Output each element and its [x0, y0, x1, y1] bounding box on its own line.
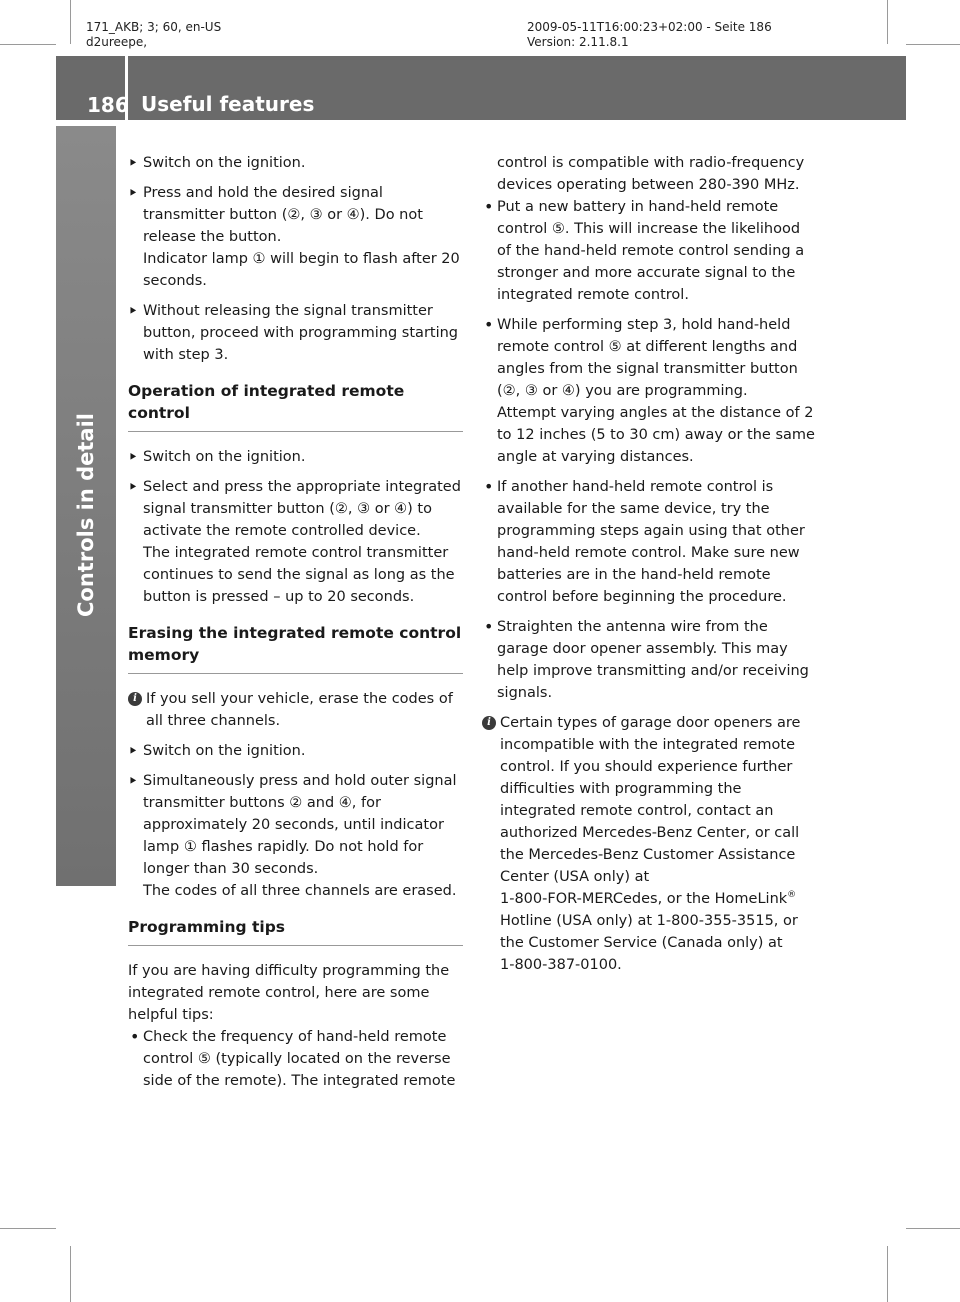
crop-mark [906, 44, 960, 45]
step-item [128, 182, 463, 292]
step-text: Switch on the ignition. [143, 155, 306, 171]
left-column [128, 152, 463, 1100]
step-item [128, 300, 463, 366]
bullet-icon: • [484, 617, 494, 636]
meta-left-line1: 171_AKB; 3; 60, en-US [86, 20, 222, 34]
tips-intro: If you are having difficulty programming the integrated remote control, here are some helpful tips: [128, 963, 450, 1023]
tip-continuation: control is compatible with radio-frequency devices operating between 280-390 MHz. [497, 155, 805, 193]
step-text: Press and hold the desired signal transmitter button (②, ③ or ④). Do not release the button. Indicator lamp ① will begin to flash after 20 seconds. [143, 185, 460, 289]
heading-operation: Operation of integrated remote control [128, 380, 463, 432]
info-text-b: Hotline (USA only) at 1-800-355-3515, or the Customer Service (Canada only) at 1-800-387-0100. [500, 913, 798, 973]
meta-right-line1: 2009-05-11T16:00:23+02:00 - Seite 186 [527, 20, 772, 34]
tip-item [128, 1026, 463, 1092]
tip-text: Check the frequency of hand-held remote control ⑤ (typically located on the reverse side of the remote). The integrated remote [143, 1029, 456, 1089]
tip-item [482, 616, 817, 704]
crop-mark [70, 1246, 71, 1302]
step-item [128, 446, 463, 468]
arrow-right-icon: ⯈ [128, 304, 138, 318]
tip-item [482, 476, 817, 608]
arrow-right-icon: ⯈ [128, 480, 138, 494]
info-text: If you sell your vehicle, erase the codes of all three channels. [146, 691, 453, 729]
crop-mark [906, 1228, 960, 1229]
info-text [500, 712, 817, 976]
side-tab-label: Controls in detail [74, 413, 98, 617]
crop-mark [0, 1228, 56, 1229]
step-item [128, 476, 463, 608]
tip-text: If another hand-held remote control is available for the same device, try the programming steps again using that other hand-held remote control. Make sure new batteries are in the hand-held remote control before beginning the procedure. [497, 479, 805, 605]
crop-mark [887, 1246, 888, 1302]
crop-mark [70, 0, 71, 44]
info-icon: i [482, 716, 496, 730]
info-note [128, 688, 463, 732]
heading-tips: Programming tips [128, 916, 463, 946]
arrow-right-icon: ⯈ [128, 744, 138, 758]
registered-mark: ® [787, 890, 797, 901]
step-text: Switch on the ignition. [143, 743, 306, 759]
step-text: Without releasing the signal transmitter button, proceed with programming starting with step 3. [143, 303, 459, 363]
info-icon: i [128, 692, 142, 706]
step-text: Simultaneously press and hold outer signal transmitter buttons ② and ④, for approximately 20 seconds, until indicator lamp ① flashes rapidly. Do not hold for longer than 30 seconds. The codes of all three channels are erased. [143, 773, 457, 899]
section-title: Useful features [141, 92, 315, 116]
step-item [128, 740, 463, 762]
info-note [482, 712, 817, 976]
info-text-a: Certain types of garage door openers are incompatible with the integrated remote control. If you should experience further difficulties with programming the integrated remote control, contact an authorized Mercedes-Benz Center, or call the Mercedes-Benz Customer Assistance Center (USA only) at 1-800-FOR-MERCedes, or the HomeLink [500, 715, 801, 907]
bullet-icon: • [484, 315, 494, 334]
step-text: Select and press the appropriate integrated signal transmitter button (②, ③ or ④) to activate the remote controlled device. The integrated remote control transmitter continues to send the signal as long as the button is pressed – up to 20 seconds. [143, 479, 461, 605]
meta-right [527, 20, 772, 50]
step-text: Switch on the ignition. [143, 449, 306, 465]
arrow-right-icon: ⯈ [128, 186, 138, 200]
tip-item [482, 314, 817, 468]
page-number: 186 [87, 93, 129, 117]
bullet-icon: • [484, 197, 494, 216]
tip-text: Put a new battery in hand-held remote control ⑤. This will increase the likelihood of the hand-held remote control sending a stronger and more accurate signal to the integrated remote control. [497, 199, 805, 303]
tip-text: Straighten the antenna wire from the garage door opener assembly. This may help improve transmitting and/or receiving signals. [497, 619, 809, 701]
arrow-right-icon: ⯈ [128, 774, 138, 788]
step-item [128, 152, 463, 174]
heading-erasing: Erasing the integrated remote control memory [128, 622, 463, 674]
crop-mark [887, 0, 888, 44]
meta-right-line2: Version: 2.11.8.1 [527, 35, 629, 49]
arrow-right-icon: ⯈ [128, 156, 138, 170]
right-column [482, 152, 817, 984]
meta-left [86, 20, 221, 50]
tip-text: While performing step 3, hold hand-held remote control ⑤ at different lengths and angles from the signal transmitter button (②, ③ or ④) you are programming. Attempt varying angles at the distance of 2 to 12 inches (5 to 30 cm) away or the same angle at varying distances. [497, 317, 815, 465]
meta-left-line2: d2ureepe, [86, 35, 148, 49]
arrow-right-icon: ⯈ [128, 450, 138, 464]
crop-mark [0, 44, 56, 45]
bullet-icon: • [484, 477, 494, 496]
tip-item [482, 196, 817, 306]
bullet-icon: • [130, 1027, 140, 1046]
step-item [128, 770, 463, 902]
